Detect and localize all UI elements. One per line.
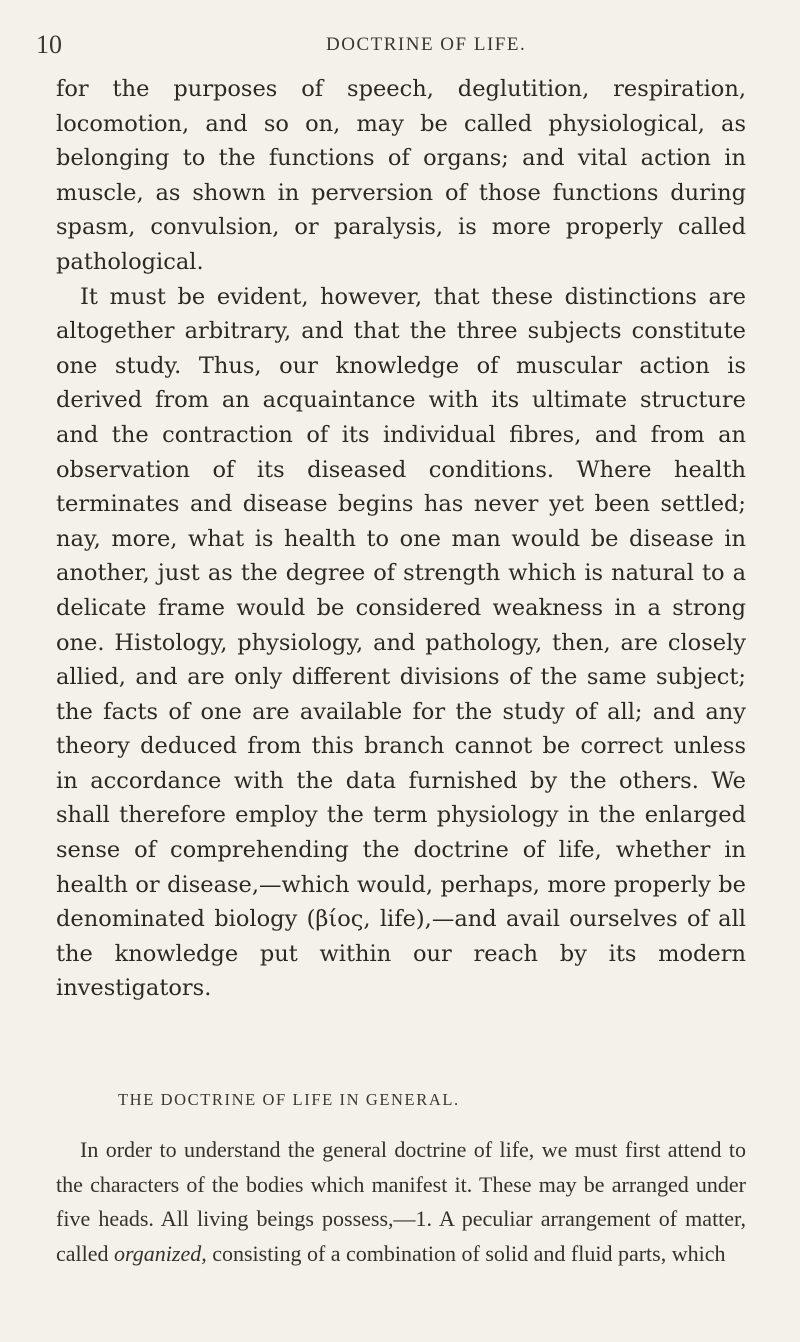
section-text-part1: In order to understand the general doctrine of life, we must first attend to the characters of the bodies which manifest it. These may be arranged under five heads. All living beings possess,—1. A peculiar arrangement of matter, called <box>56 1137 746 1266</box>
paragraph-1: for the purposes of speech, deglutition, respiration, locomotion, and so on, may be called physiological, as belonging to the functions of organs; and vital action in muscle, as shown in perversion of those functions during spasm, convulsion, or paralysis, is more properly called pathological. <box>56 76 746 275</box>
page-number: 10 <box>36 30 62 59</box>
paragraph-2: It must be evident, however, that these distinctions are altogether arbitrary, and that the three subjects constitute one study. Thus, our knowledge of muscular action is derived from an acquaintance with its ultimate structure and the contraction of its individual fibres, and from an observation of its diseased conditions. Where health terminates and disease begins has never yet been settled; nay, more, what is health to one man would be disease in another, just as the degree of strength which is natural to a delicate frame would be considered weakness in a strong one. Histology, physiology, and pathology, then, are closely allied, and are only different divisions of the same subject; the facts of one are available for the study of all; and any theory deduced from this branch cannot be correct unless in accordance with the data furnished by the others. We shall therefore employ the term physiology in the enlarged sense of comprehending the doctrine of life, whether in health or disease,—which would, perhaps, more properly be denominated biology (βίος, life),—and avail ourselves of all the knowledge put within our reach by its modern investigators. <box>56 283 746 1002</box>
section-heading: THE DOCTRINE OF LIFE IN GENERAL. <box>118 1090 460 1109</box>
section-text <box>56 1133 746 1271</box>
section-text-italic: organized, <box>114 1240 207 1266</box>
section-text-part2: consisting of a combination of solid and fluid parts, which <box>206 1240 726 1266</box>
running-title: DOCTRINE OF LIFE. <box>326 34 527 55</box>
section-paragraph <box>56 1133 746 1271</box>
running-head <box>36 22 646 62</box>
body-text <box>56 72 746 1006</box>
